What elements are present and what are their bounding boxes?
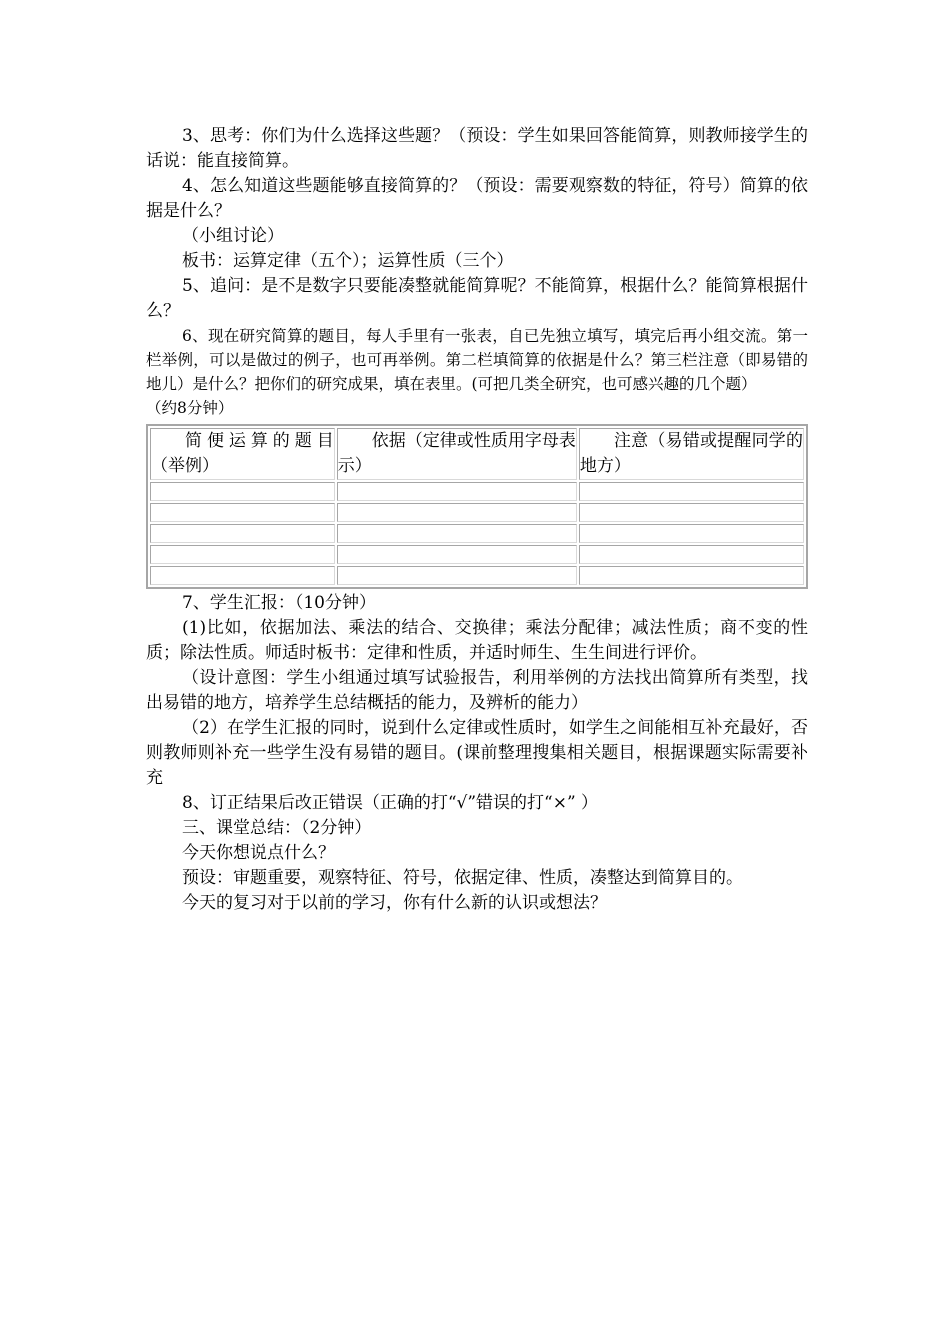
table-cell[interactable] xyxy=(150,545,335,564)
research-table xyxy=(146,424,808,589)
table-cell[interactable] xyxy=(150,503,335,522)
paragraph-board-writing: 板书：运算定律（五个）；运算性质（三个） xyxy=(182,251,514,271)
table-cell[interactable] xyxy=(579,545,804,564)
paragraph-group-discussion: （小组讨论） xyxy=(182,226,284,246)
paragraph-think: 3、思考：你们为什么选择这些题？（预设：学生如果回答能简算，则教师接学生的话说：能直接简算。 xyxy=(146,126,808,171)
paragraph-student-report: 7、学生汇报：（10分钟） xyxy=(182,593,376,613)
paragraph-supplement: （2）在学生汇报的同时，说到什么定律或性质时，如学生之间能相互补充最好，否则教师则补充一些学生没有易错的题目。(课前整理搜集相关题目，根据课题实际需要补充 xyxy=(146,718,808,788)
table-cell[interactable] xyxy=(150,566,335,585)
paragraph-time-note: （约8分钟） xyxy=(146,399,234,417)
table-cell[interactable] xyxy=(337,524,577,543)
paragraph-preset-answer: 预设：审题重要，观察特征、符号，依据定律、性质，凑整达到简算目的。 xyxy=(182,868,743,888)
paragraph-summary-heading: 三、课堂总结：（2分钟） xyxy=(182,818,372,838)
table-row xyxy=(150,545,804,564)
paragraph-reflection: 今天的复习对于以前的学习，你有什么新的认识或想法？ xyxy=(182,893,607,913)
table-header-cell: 简便运算的题目（举例） xyxy=(150,428,335,480)
table-cell[interactable] xyxy=(579,566,804,585)
table-row xyxy=(150,503,804,522)
table-header-cell: 注意（易错或提醒同学的地方） xyxy=(579,428,804,480)
table-cell[interactable] xyxy=(579,503,804,522)
table-cell[interactable] xyxy=(337,545,577,564)
paragraph-report-example: (1)比如，依据加法、乘法的结合、交换律；乘法分配律；减法性质；商不变的性质；除法性质。师适时板书：定律和性质，并适时师生、生生间进行评价。 xyxy=(146,618,808,663)
paragraph-research-task: 6、现在研究简算的题目，每人手里有一张表，自已先独立填写，填完后再小组交流。第一栏举例，可以是做过的例子，也可再举例。第二栏填简算的依据是什么？第三栏注意（即易错的地儿）是什么？把你们的研究成果，填在表里。(可把几类全研究，也可感兴趣的几个题） xyxy=(146,327,808,393)
paragraph-question-today: 今天你想说点什么？ xyxy=(182,843,335,863)
table-cell[interactable] xyxy=(337,503,577,522)
table-row xyxy=(150,524,804,543)
table-cell[interactable] xyxy=(150,482,335,501)
table-cell[interactable] xyxy=(579,482,804,501)
table-cell[interactable] xyxy=(579,524,804,543)
table-header-cell: 依据（定律或性质用字母表示） xyxy=(337,428,577,480)
table-cell[interactable] xyxy=(150,524,335,543)
table-cell[interactable] xyxy=(337,482,577,501)
table-cell[interactable] xyxy=(337,566,577,585)
table-row xyxy=(150,566,804,585)
paragraph-design-intent: （设计意图：学生小组通过填写试验报告，利用举例的方法找出简算所有类型，找出易错的地方，培养学生总结概括的能力，及辨析的能力） xyxy=(146,668,808,713)
document-page xyxy=(146,124,808,916)
table-header-row xyxy=(150,428,804,480)
paragraph-correction: 8、订正结果后改正错误（正确的打“√”错误的打“×” ） xyxy=(182,793,599,813)
paragraph-how-know: 4、怎么知道这些题能够直接简算的？（预设：需要观察数的特征，符号）简算的依据是什么？ xyxy=(146,176,808,221)
paragraph-follow-up: 5、追问：是不是数字只要能凑整就能简算呢？不能简算，根据什么？能简算根据什么？ xyxy=(146,276,808,321)
table-row xyxy=(150,482,804,501)
